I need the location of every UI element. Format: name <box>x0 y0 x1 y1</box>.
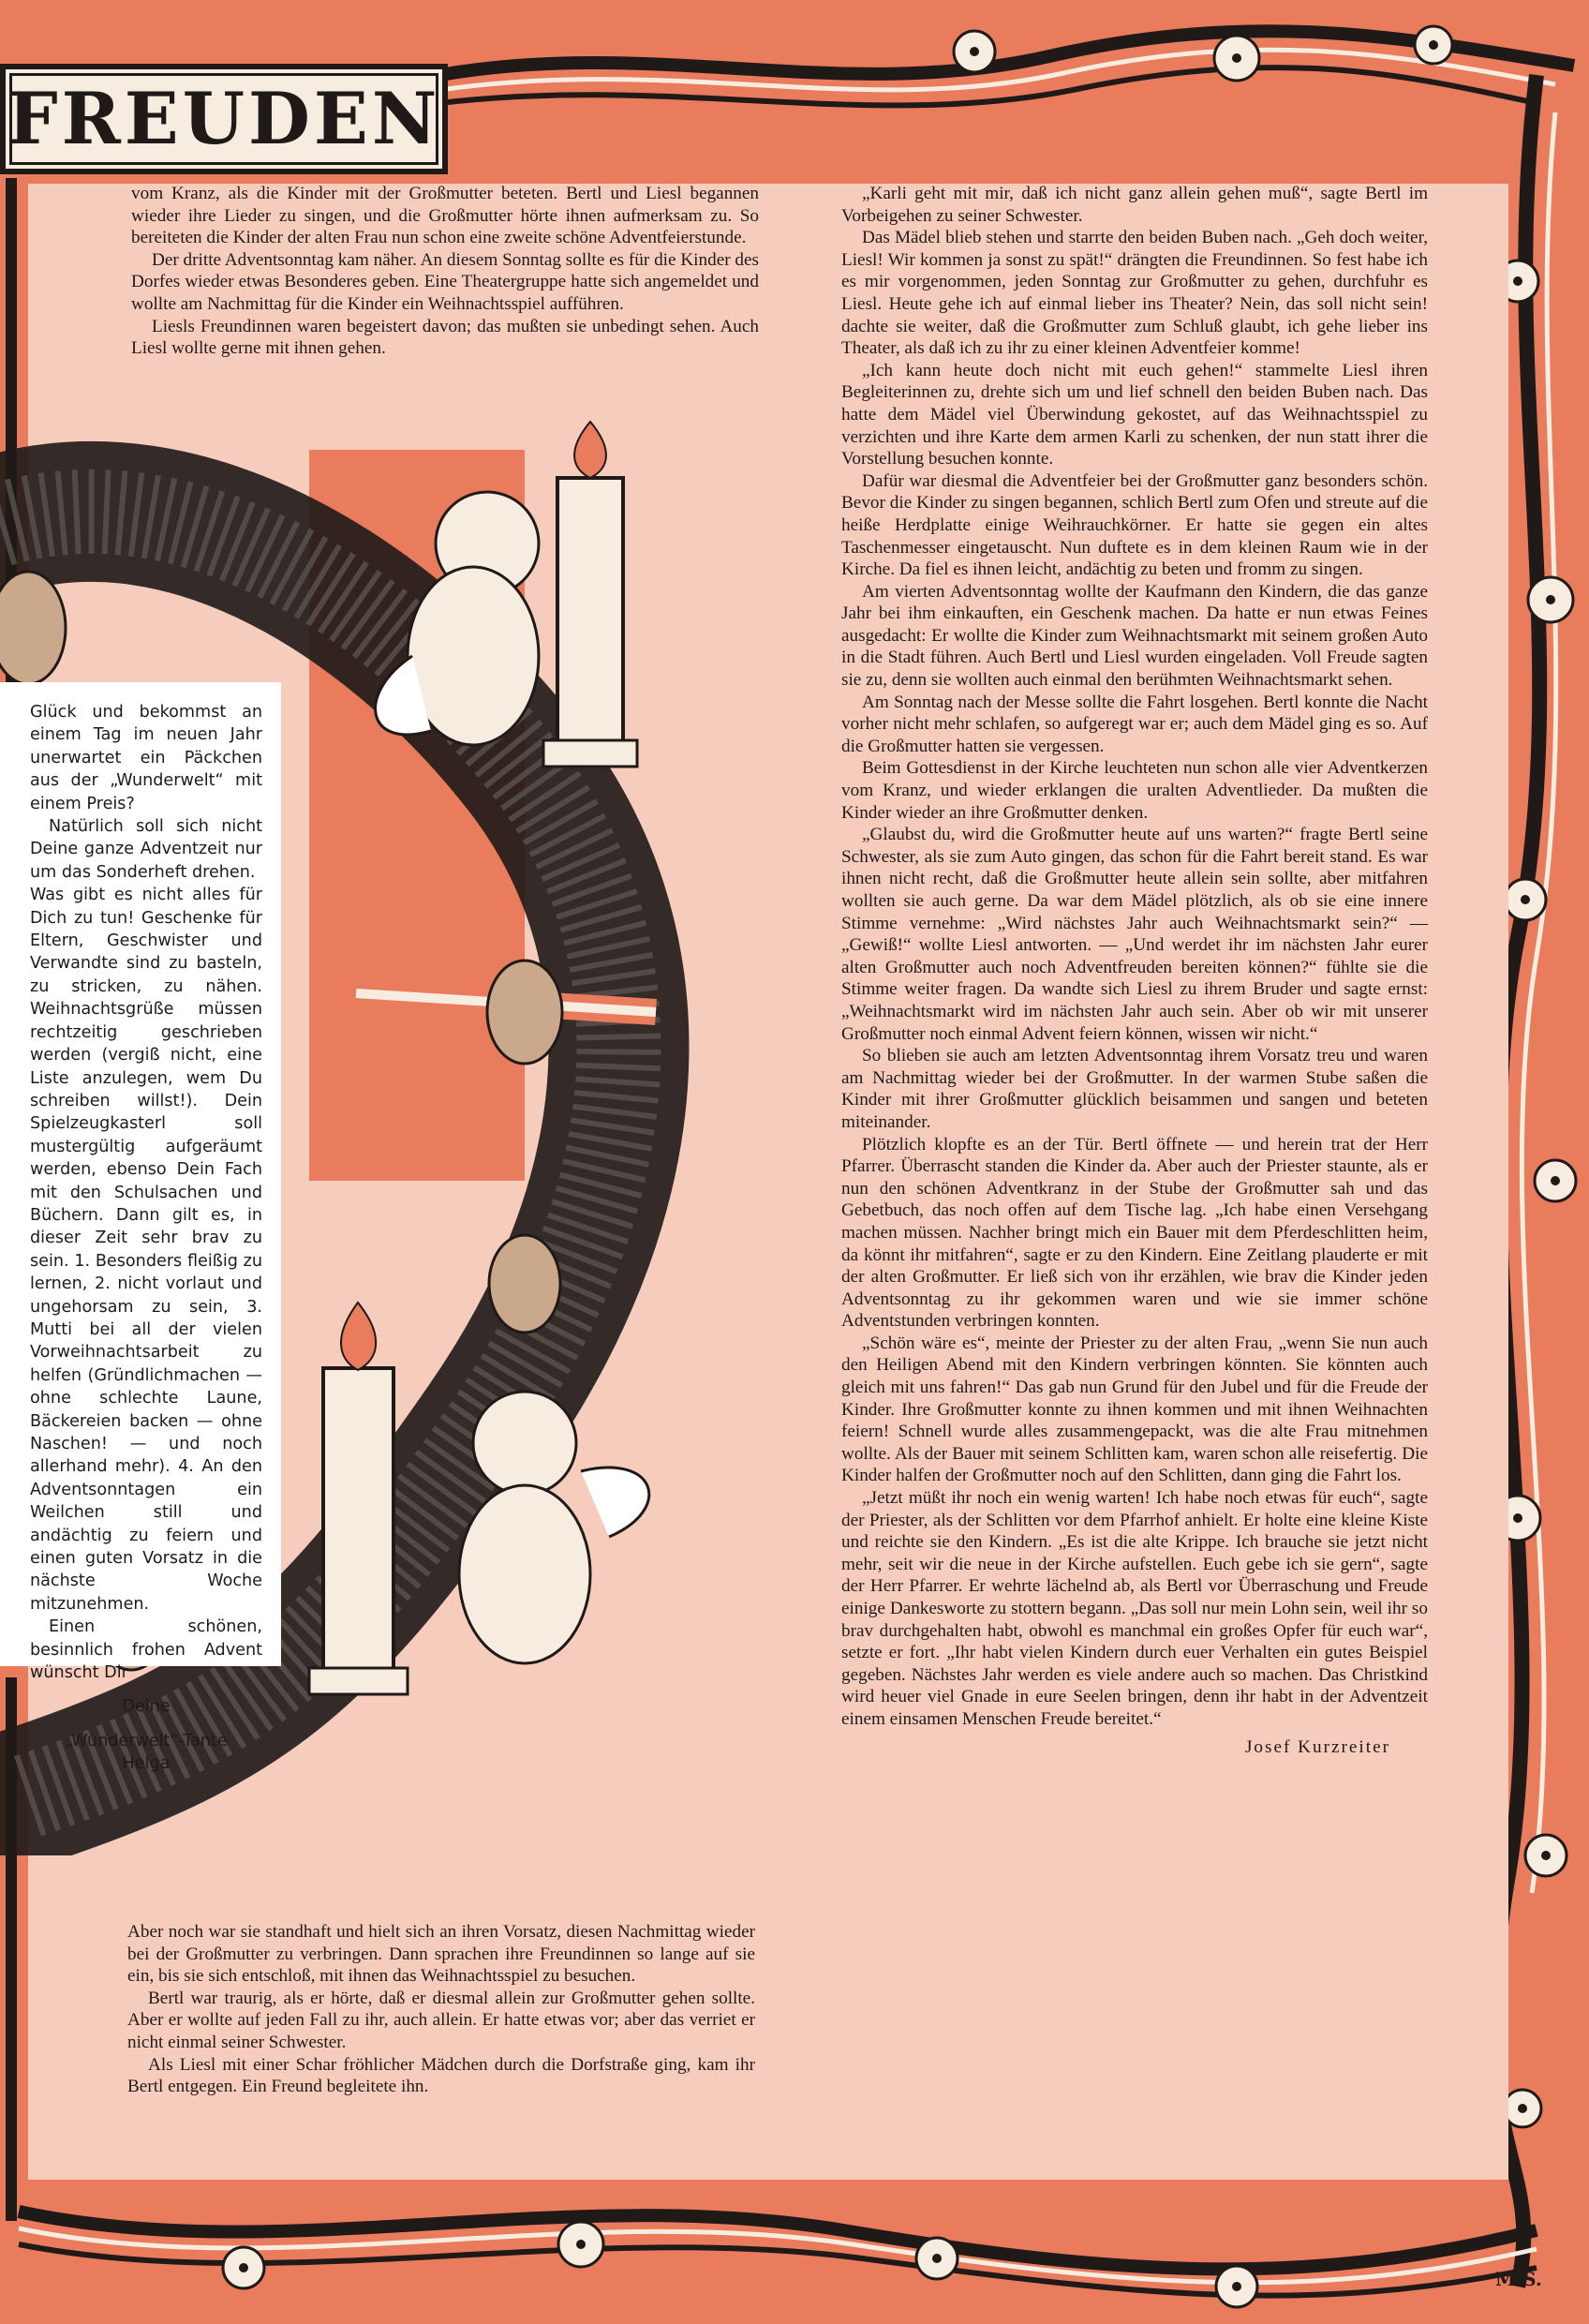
aunt-letter <box>30 701 262 1776</box>
letter-signature <box>30 1730 262 1776</box>
signature-line: „Wunderwelt“-Tante <box>65 1731 228 1750</box>
signature-name: Helga <box>122 1754 171 1774</box>
story-paragraph: vom Kranz, als die Kinder mit der Großmutter beteten. Bertl und Liesl begannen wieder ihre Lieder zu singen, und die Großmutter hörte ihnen aufmerksam zu. So bereiteten die Kinder der alten Frau nun schon eine zweite schöne Adventfeierstunde. <box>131 184 759 248</box>
letter-closing: Deine <box>122 1697 171 1717</box>
story-paragraph: Bertl war traurig, als er hörte, daß er diesmal allein zur Großmutter gehen sollte. Aber er wollte auf jeden Fall zu ihr, auch allein. Er hatte etwas vor; aber das verriet er nicht einmal seiner Schwester. <box>127 1988 755 2052</box>
story-paragraph: Am vierten Adventsonntag wollte der Kaufmann den Kindern, die das ganze Jahr bei ihm einkauften, ein Geschenk machen. Da hatte er nun etwas Feines ausgedacht: Er wollte die Kinder zum Weihnachtsmarkt mit seinem großen Auto in die Stadt führen. Auch Bertl und Liesl wurden eingeladen. Voll Freude sagten sie zu, denn sie wollten auch einmal den berühmten Weihnachtsmarkt sehen. <box>841 581 1428 691</box>
story-paragraph: „Jetzt müßt ihr noch ein wenig warten! Ich habe noch etwas für euch“, sagte der Priester, als der Schlitten vor dem Pfarrhof anhielt. Er holte eine kleine Kiste und reichte sie den Kindern. „Es ist die alte Krippe. Ich brauche sie jetzt nicht mehr, seit wir die neue in der Kirche aufstellen. Euch gebe ich sie gern“, sagte der Herr Pfarrer. Er wehrte lächelnd ab, als Bertl vor Überraschung und Freude einige Dankesworte zu stottern begann. „Das soll nur mein Lohn sein, weil ihr so brav durchgehalten habt, obwohl es manchmal ein großes Opfer für euch war“, setzte er fort. „Ihr habt vielen Kindern durch euer Verhalten ein gutes Beispiel gegeben. Nächstes Jahr werden es viele andere auch so machen. Das Christkind wird heuer viel Gnade in eure Seelen bringen, denn ihr habt in der Adventzeit einem einsamen Menschen Freude bereitet.“ <box>841 1488 1428 1729</box>
story-paragraph: Aber noch war sie standhaft und hielt sich an ihren Vorsatz, diesen Nachmittag wieder bei der Großmutter zu verbringen. Dann sprachen ihre Freundinnen so lange auf sie ein, bis sie sich entschloß, mit ihnen das Weihnachtsspiel zu besuchen. <box>127 1922 755 1987</box>
story-column-left-bottom <box>127 1921 755 2098</box>
story-paragraph: Dafür war diesmal die Adventfeier bei der Großmutter ganz besonders schön. Bevor die Kinder zu singen begannen, schlich Bertl zum Ofen und streute auf die heiße Herdplatte einige Weihrauchkörner. Er hatte sie gegen ein altes Taschenmesser eingetauscht. Nun duftete es in dem kleinen Raum wie in der Kirche. Da fiel es ihnen leicht, andächtig zu beten und fromm zu singen. <box>841 470 1428 580</box>
story-column-left-top <box>131 183 759 360</box>
story-paragraph: „Glaubst du, wird die Großmutter heute auf uns warten?“ fragte Bertl seine Schwester, als sie zum Auto gingen, das schon für die Fahrt bereit stand. Es war ihnen nicht recht, daß die Großmutter heute allein sein sollte, aber mitfahren wollten sie auch gerne. Da war dem Mädel plötzlich, als ob sie eine innere Stimme vernehme: „Wird nächstes Jahr auch Weihnachtsmarkt sein?“ — „Gewiß!“ wollte Liesl antworten. — „Und werdet ihr im nächsten Jahr eurer alten Großmutter auch noch Adventfreuden bereiten können?“ fühlte sie die Stimme weiter fragen. Da wandte sich Liesl zu ihrem Bruder und sagte ernst: „Weihnachtsmarkt wird im nächsten Jahr auch sein. Aber ob wir mit unserer Großmutter noch einmal Advent feiern können, wissen wir nicht.“ <box>841 825 1428 1044</box>
story-paragraph: „Schön wäre es“, meinte der Priester zu der alten Frau, „wenn Sie nun auch den Heiligen Abend mit den Kindern verbringen könnten. Sie könnten auch gleich mit uns fahren!“ Das gab nun Grund für den Jubel und für die Freude der Kinder. Ihre Großmutter konnte zu ihnen kommen und mit ihnen Weihnachten feiern! Schnell wurde alles zusammengepackt, was die alte Frau mitnehmen wollte. Als der Bauer mit seinem Schlitten kam, waren schon alle reisefertig. Die Kinder halfen der Großmutter noch auf den Schlitten, dann ging die Fahrt los. <box>841 1333 1428 1486</box>
story-paragraph: Der dritte Adventsonntag kam näher. An diesem Sonntag sollte es für die Kinder des Dorfes wieder etwas Besonderes geben. Eine Theatergruppe hatte sich angemeldet und wollte am Nachmittag für die Kinder ein Weihnachtsspiel aufführen. <box>131 249 759 314</box>
page-title: FREUDEN <box>7 77 441 160</box>
story-paragraph: Plötzlich klopfte es an der Tür. Bertl öffnete — und herein trat der Herr Pfarrer. Überrascht standen die Kinder da. Aber auch der Priester staunte, als er nun den schönen Adventkranz in der Stube der Großmutter sah und das Gebetbuch, das noch offen auf dem Tische lag. „Ich habe einen Versehgang machen müssen. Nachher bringt mich ein Bauer mit dem Pferdeschlitten heim, da könnt ihr mitfahren“, sagte er zu den Kindern. Eine Zeitlang plauderte er mit der alten Großmutter. Er ließ sich von ihr erzählen, wie brav die Kinder jeden Adventsonntag zu ihr gekommen waren und wie sie immer schöne Adventstunden verbringen konnten. <box>841 1134 1428 1332</box>
letter-paragraph: Was gibt es nicht alles für Dich zu tun! Geschenke für Eltern, Geschwister und Verwandte sind zu basteln, zu stricken, zu nähen. Weihnachtsgrüße müssen rechtzeitig geschrieben werden (vergiß nicht, eine Liste anzulegen, wem Du schreiben willst!). Dein Spielzeugkasterl soll mustergültig aufgeräumt werden, ebenso Dein Fach mit den Schulsachen und Büchern. Dann gilt es, in dieser Zeit sehr brav zu sein. 1. Besonders fleißig zu lernen, 2. nicht vorlaut und ungehorsam zu sein, 3. Mutti bei all der vielen Vorweihnachtsarbeit zu helfen (Gründlichmachen — ohne schlechte Laune, Bäckereien backen — ohne Naschen! — und noch allerhand mehr). 4. An den Adventsonntagen ein Weilchen still und andächtig zu feiern und einen guten Vorsatz in die nächste Woche mitzunehmen. <box>30 886 262 1614</box>
story-paragraph: Das Mädel blieb stehen und starrte den beiden Buben nach. „Geh doch weiter, Liesl! Wir kommen ja sonst zu spät!“ drängten die Freundinnen. So fest habe ich es mir vorgenommen, jeden Sonntag zur Großmutter zu gehen, durchfuhr es Liesl. Heute gehe ich auf einmal lieber ins Theater? Nein, das soll nicht sein! dachte sie weiter, daß die Großmutter zum Schluß glaubt, ich gehe lieber ins Theater, als daß ich zu ihr zu einer kleinen Adventfeier komme! <box>841 228 1428 359</box>
artist-monogram: M.S. <box>1495 2268 1542 2290</box>
author-byline: Josef Kurzreiter <box>1244 1736 1390 1757</box>
letter-paragraph: Einen schönen, besinnlich frohen Advent wünscht Dir <box>30 1617 262 1683</box>
letter-intro: Glück und bekommst an einem Tag im neuen Jahr unerwartet ein Päckchen aus der „Wunderwelt“ mit einem Preis? <box>30 703 262 813</box>
story-paragraph: „Karli geht mit mir, daß ich nicht ganz allein gehen muß“, sagte Bertl im Vorbeigehen zu seiner Schwester. <box>841 184 1428 226</box>
story-paragraph: Als Liesl mit einer Schar fröhlicher Mädchen durch die Dorfstraße ging, kam ihr Bertl entgegen. Ein Freund begleitete ihn. <box>127 2054 755 2097</box>
story-paragraph: So blieben sie auch am letzten Adventsonntag ihrem Vorsatz treu und waren am Nachmittag wieder bei der Großmutter. In der warmen Stube saßen die Kinder mit ihrer Großmutter glücklich beisammen und sangen und beteten miteinander. <box>841 1046 1428 1132</box>
story-paragraph: Am Sonntag nach der Messe sollte die Fahrt losgehen. Bertl konnte die Nacht vorher nicht mehr schlafen, so aufgeregt war er; auch dem Mädel ging es so. Auf die Großmutter hatten sie vergessen. <box>841 692 1428 756</box>
story-paragraph: Liesls Freundinnen waren begeistert davon; das mußten sie unbedingt sehen. Auch Liesl wollte gerne mit ihnen gehen. <box>131 316 759 359</box>
story-column-right <box>841 183 1428 1758</box>
story-paragraph: Beim Gottesdienst in der Kirche leuchteten nun schon alle vier Adventkerzen vom Kranz, und wieder erklangen die uralten Adventlieder. Da mußten die Kinder wieder an ihre Großmutter denken. <box>841 758 1428 823</box>
letter-paragraph: Natürlich soll sich nicht Deine ganze Adventzeit nur um das Sonderheft drehen. <box>30 817 262 882</box>
title-banner <box>0 64 448 174</box>
story-paragraph: „Ich kann heute doch nicht mit euch gehen!“ stammelte Liesl ihren Begleiterinnen zu, drehte sich um und lief schnell den beiden Buben nach. Das hatte dem Mädel viel Überwindung gekostet, auf das Weihnachtsspiel zu verzichten und ihre Karte dem armen Karli zu schenken, der nun statt ihrer die Vorstellung besuchen konnte. <box>841 360 1428 469</box>
